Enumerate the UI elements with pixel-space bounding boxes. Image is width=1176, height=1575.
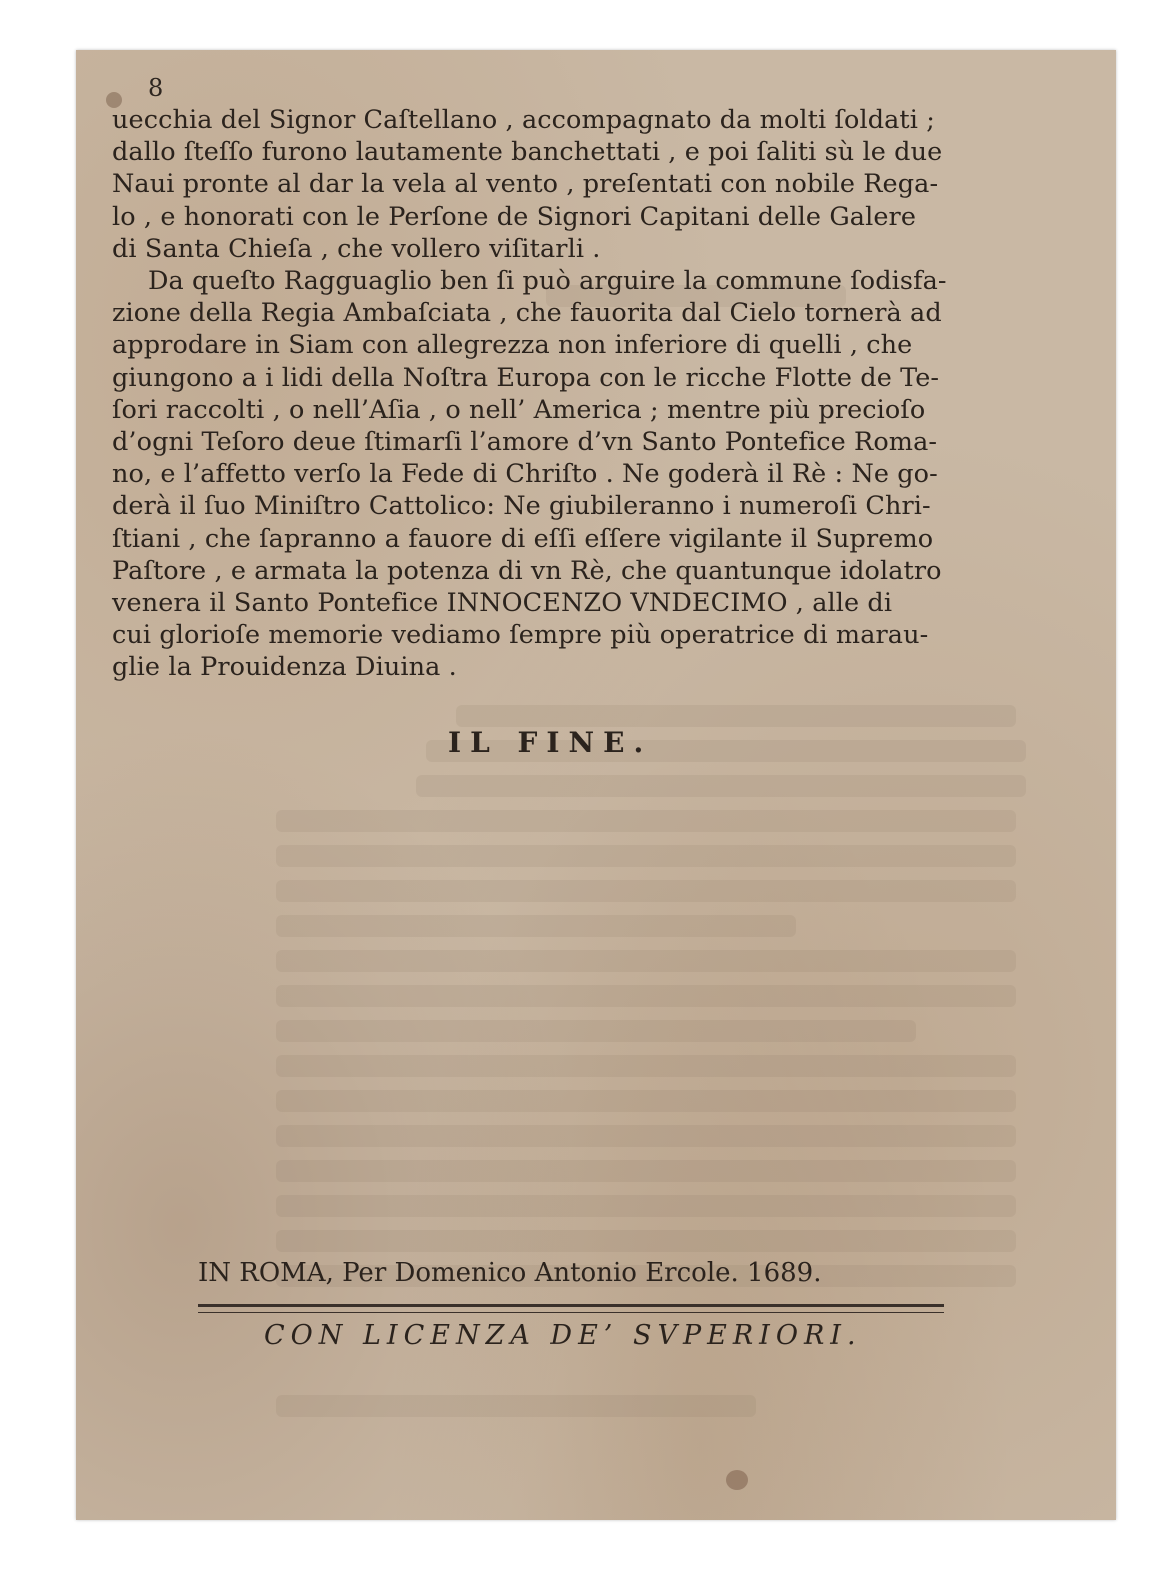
text-line: dallo ſteſſo furono lautamente banchettati , e poi ſaliti sù le due: [112, 137, 943, 168]
text-line: Paſtore , e armata la potenza di vn Rè, che quantunque idolatro: [112, 555, 942, 586]
text-line: no, e l’affetto verſo la Fede di Chriſto . Ne goderà il Rè : Ne go-: [112, 459, 938, 490]
text-line: glie la Prouidenza Diuina .: [112, 652, 457, 683]
text-line: ſtiani , che ſapranno a fauore di eſſi eſſere vigilante il Supremo: [112, 523, 934, 554]
page-number: 8: [148, 74, 164, 102]
text-line: lo , e honorati con le Perſone de Signori Capitani delle Galere: [112, 201, 917, 232]
text-line: venera il Santo Pontefice INNOCENZO VNDECIMO , alle di: [112, 588, 893, 619]
text-line: Da queſto Ragguaglio ben ſi può arguire la commune ſodisfa-: [148, 266, 947, 297]
imprint-line: IN ROMA, Per Domenico Antonio Ercole. 1689.: [198, 1258, 822, 1288]
text-line: cui glorioſe memorie vediamo ſempre più operatrice di marau-: [112, 620, 929, 651]
ink-stain: [726, 1470, 748, 1490]
text-line: approdare in Siam con allegrezza non inferiore di quelli , che: [112, 330, 913, 361]
divider-rule: [198, 1312, 944, 1313]
license-line: CON LICENZA DE’ SVPERIORI.: [264, 1320, 862, 1351]
divider-rule: [198, 1304, 944, 1307]
text-line: d’ogni Teſoro deue ſtimarſi l’amore d’vn Santo Pontefice Roma-: [112, 427, 938, 458]
text-line: ſori raccolti , o nell’Aſia , o nell’ America ; mentre più precioſo: [112, 394, 926, 425]
text-line: di Santa Chieſa , che vollero viſitarli .: [112, 233, 601, 264]
text-line: Naui pronte al dar la vela al vento , preſentati con nobile Rega-: [112, 169, 939, 200]
text-line: giungono a i lidi della Noſtra Europa con le ricche Flotte de Te-: [112, 362, 940, 393]
text-line: zione della Regia Ambaſciata , che fauorita dal Cielo tornerà ad: [112, 298, 942, 329]
text-line: uecchia del Signor Caſtellano , accompagnato da molti ſoldati ;: [112, 105, 935, 135]
closing-heading: IL FINE.: [448, 726, 653, 759]
body-text: [112, 104, 972, 684]
text-line: derà il ſuo Miniſtro Cattolico: Ne giubileranno i numeroſi Chri-: [112, 491, 931, 522]
